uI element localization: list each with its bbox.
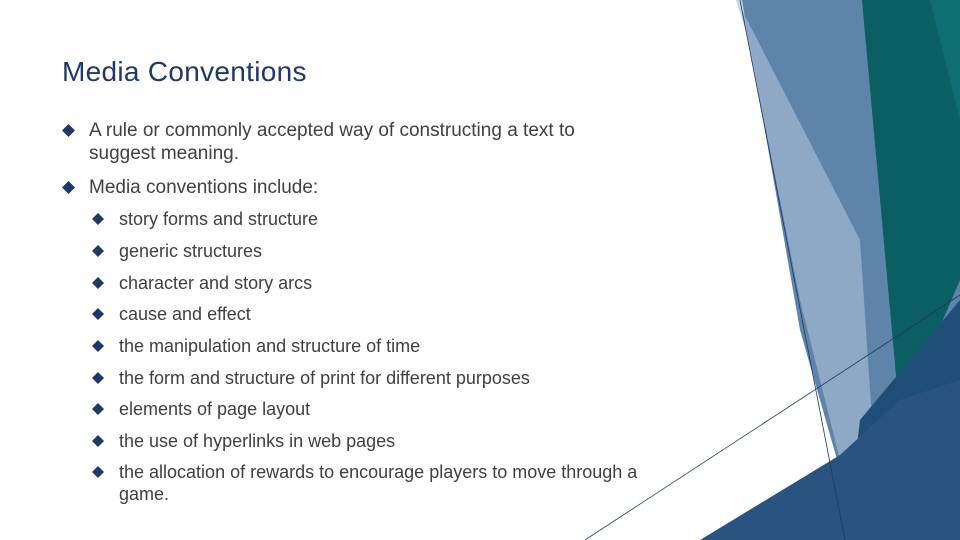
diamond-bullet-icon — [92, 435, 104, 447]
sub-bullet-item — [92, 398, 712, 422]
sub-bullet-item — [92, 303, 712, 327]
sub-bullet-item — [92, 208, 712, 232]
diamond-bullet-icon — [92, 372, 104, 384]
sub-bullet-text: the manipulation and structure of time — [119, 336, 421, 356]
diamond-bullet-icon — [92, 245, 104, 257]
bullet-item — [62, 176, 702, 200]
diamond-bullet-icon — [92, 277, 104, 289]
sub-bullet-text: the form and structure of print for different purposes — [119, 368, 530, 388]
sub-bullet-text: elements of page layout — [119, 399, 311, 419]
diamond-bullet-icon — [62, 124, 75, 137]
sub-bullet-text: cause and effect — [119, 304, 251, 324]
sub-bullet-text: story forms and structure — [119, 209, 319, 229]
diamond-bullet-icon — [62, 181, 75, 194]
diamond-bullet-icon — [92, 466, 104, 478]
diamond-bullet-icon — [92, 340, 104, 352]
bullet-text: A rule or commonly accepted way of constructing a text to suggest meaning. — [89, 120, 575, 164]
sub-bullet-text: generic structures — [119, 241, 263, 261]
sub-bullet-item — [92, 240, 712, 264]
diamond-bullet-icon — [92, 308, 104, 320]
bullet-text: Media conventions include: — [89, 177, 319, 198]
sub-bullet-text: character and story arcs — [119, 273, 313, 293]
sub-bullet-text: the use of hyperlinks in web pages — [119, 431, 396, 451]
sub-bullet-item — [92, 461, 732, 507]
sub-bullet-item — [92, 367, 712, 391]
bullet-item — [62, 119, 702, 167]
diamond-bullet-icon — [92, 213, 104, 225]
slide-title: Media Conventions — [62, 56, 307, 87]
sub-bullet-text: the allocation of rewards to encourage players to move through a game. — [119, 462, 638, 504]
diamond-bullet-icon — [92, 403, 104, 415]
sub-bullet-item — [92, 430, 712, 454]
sub-bullet-item — [92, 335, 712, 359]
sub-bullet-item — [92, 272, 712, 296]
